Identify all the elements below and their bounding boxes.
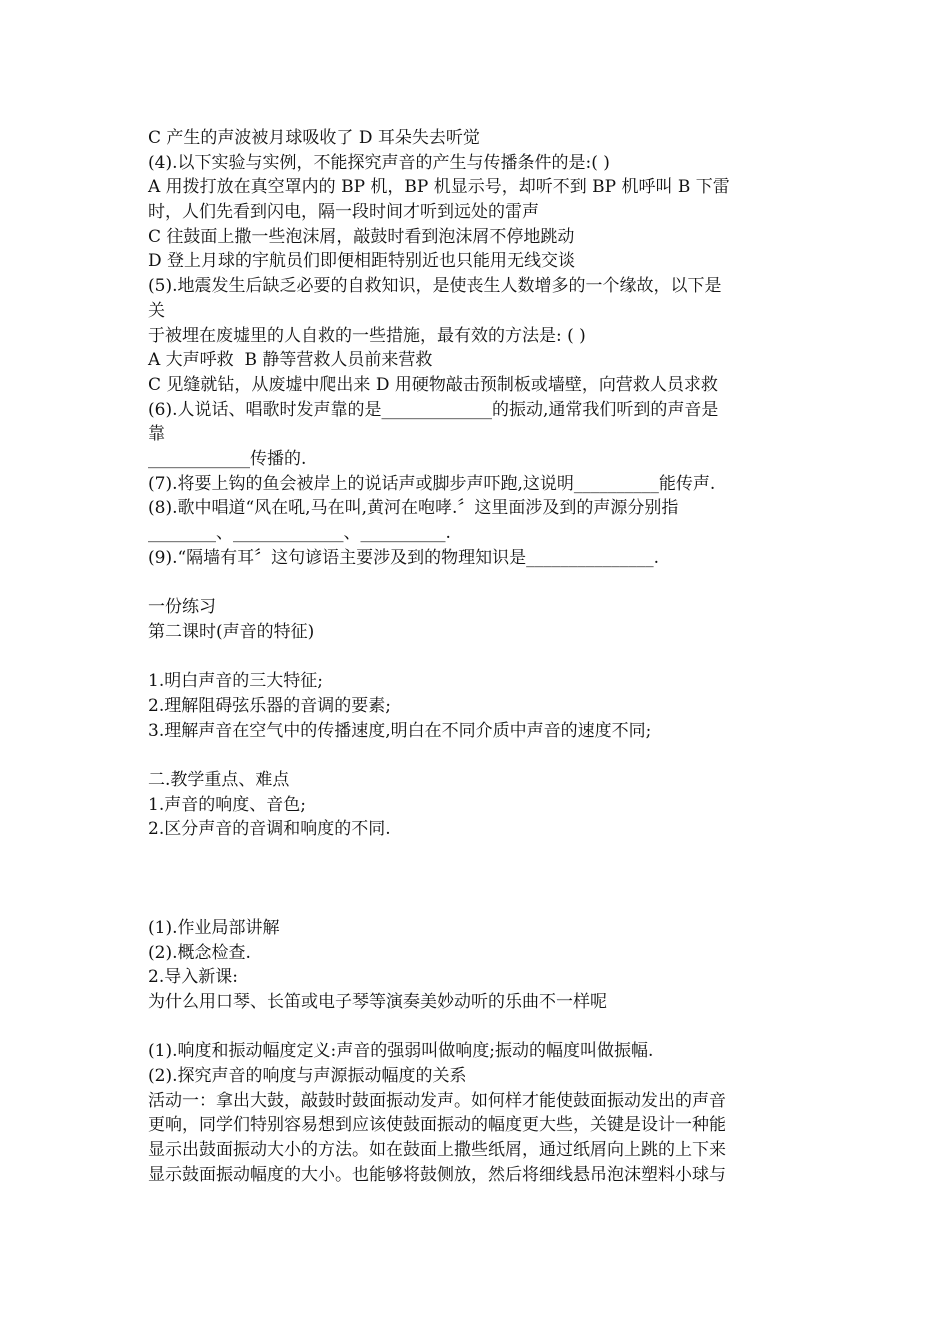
- text-line: (2).概念检查.: [148, 942, 251, 963]
- text-line: 一份练习: [148, 597, 216, 618]
- section-gap: [148, 842, 808, 916]
- text-line: C 往鼓面上撒一些泡沫屑，敲鼓时看到泡沫屑不停地跳动: [148, 226, 575, 247]
- text-line: 更响，同学们特别容易想到应该使鼓面振动的幅度更大些，关键是设计一种能: [148, 1115, 726, 1136]
- text-line: 关: [148, 300, 165, 321]
- text-line: 3.理解声音在空气中的传播速度,明白在不同介质中声音的速度不同;: [148, 720, 652, 741]
- text-line: ____________传播的.: [148, 448, 307, 469]
- blank-line: [148, 570, 808, 595]
- text-line: (5).地震发生后缺乏必要的自救知识，是使丧生人数增多的一个缘故，以下是: [148, 276, 722, 297]
- blank-line: [148, 644, 808, 669]
- text-line: 1.声音的响度、音色;: [148, 794, 306, 815]
- text-line: (4).以下实验与实例，不能探究声音的产生与传播条件的是:( ): [148, 152, 610, 173]
- text-line: 2.导入新课:: [148, 967, 238, 988]
- text-line: 为什么用口琴、长笛或电子琴等演奏美妙动听的乐曲不一样呢: [148, 992, 607, 1012]
- text-line: (9).“隔墙有耳〞这句谚语主要涉及到的物理知识是_______________.: [148, 547, 660, 568]
- text-line: (8).歌中唱道“风在吼,马在叫,黄河在咆哮.〞这里面涉及到的声源分别指: [148, 498, 679, 519]
- text-line: D 登上月球的宇航员们即便相距特别近也只能用无线交谈: [148, 251, 576, 272]
- text-line: 靠: [148, 424, 165, 445]
- text-line: 显示出鼓面振动大小的方法。如在鼓面上撒些纸屑，通过纸屑向上跳的上下来: [148, 1140, 726, 1161]
- text-line: (6).人说话、唱歌时发声靠的是_____________的振动,通常我们听到的声音是: [148, 399, 719, 420]
- text-line: C 见缝就钻，从废墟中爬出来 D 用硬物敲击预制板或墙壁，向营救人员求救: [148, 374, 718, 395]
- text-line: 2.理解阻碍弦乐器的音调的要素;: [148, 695, 391, 716]
- text-line: 活动一：拿出大鼓，敲鼓时鼓面振动发声。如何样才能使鼓面振动发出的声音: [148, 1090, 726, 1111]
- text-line: (1).响度和振动幅度定义:声音的强弱叫做响度;振动的幅度叫做振幅.: [148, 1041, 654, 1062]
- text-line: 于被埋在废墟里的人自救的一些措施，最有效的方法是: ( ): [148, 325, 586, 346]
- text-line: 第二课时(声音的特征): [148, 621, 315, 642]
- text-line: 时，人们先看到闪电，隔一段时间才听到远处的雷声: [148, 202, 539, 223]
- text-line: ________、_____________、__________.: [148, 523, 451, 543]
- text-line: 1.明白声音的三大特征;: [148, 671, 323, 692]
- text-line: (1).作业局部讲解: [148, 917, 280, 938]
- blank-line: [148, 743, 808, 768]
- text-line: A 用拨打放在真空罩内的 BP 机，BP 机显示号，却听不到 BP 机呼叫 B 下雷: [148, 177, 730, 198]
- text-line: (7).将要上钩的鱼会被岸上的说话声或脚步声吓跑,这说明__________能传声.: [148, 473, 716, 494]
- text-line: 二.教学重点、难点: [148, 769, 290, 790]
- text-line: C 产生的声波被月球吸收了 D 耳朵失去听觉: [148, 128, 480, 148]
- document-page: [148, 126, 808, 1188]
- text-line: A 大声呼救 B 静等营救人员前来营救: [148, 350, 433, 371]
- text-line: (2).探究声音的响度与声源振动幅度的关系: [148, 1066, 467, 1087]
- text-line: 2.区分声音的音调和响度的不同.: [148, 819, 391, 840]
- blank-line: [148, 1015, 808, 1040]
- text-line: 显示鼓面振动幅度的大小。也能够将鼓侧放，然后将细线悬吊泡沫塑料小球与: [148, 1164, 726, 1185]
